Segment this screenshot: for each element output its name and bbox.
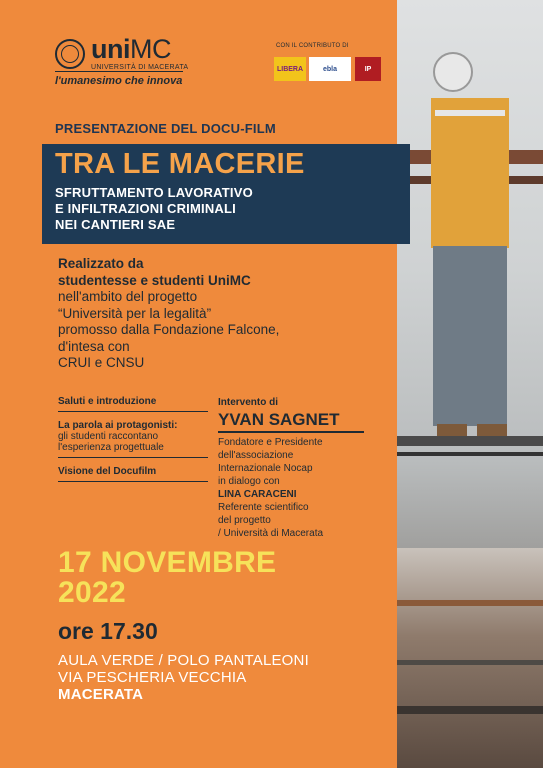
- program-list: [58, 396, 218, 490]
- speakers-intro: Intervento di: [218, 397, 279, 408]
- speaker-name: YVAN SAGNET: [218, 410, 340, 429]
- rebar: [397, 706, 543, 714]
- film-title: TRA LE MACERIE: [55, 148, 305, 180]
- speaker-role-line: Internazionale Nocap: [218, 462, 313, 474]
- program-item-desc: l'esperienza progettuale: [58, 442, 164, 453]
- speaker-role-line: del progetto: [218, 514, 271, 526]
- credits-line: CRUI e CNSU: [58, 355, 145, 370]
- program-item-desc: gli studenti raccontano: [58, 431, 159, 442]
- sponsor-ebla-logo: ebla: [309, 57, 351, 81]
- helmet-icon: [433, 52, 473, 92]
- credits-line: nell'ambito del progetto: [58, 289, 198, 304]
- date-line: 2022: [58, 576, 126, 609]
- film-subtitle: [55, 185, 253, 233]
- credits-line: Realizzato da: [58, 256, 144, 271]
- venue-line: VIA PESCHERIA VECCHIA: [58, 669, 247, 686]
- credits-line: “Università per la legalità”: [58, 305, 212, 321]
- divider: [58, 481, 208, 482]
- speakers: [218, 396, 393, 540]
- construction-worker-photo: [397, 0, 543, 768]
- tagline: l'umanesimo che innova: [55, 75, 183, 87]
- event-time: ore 17.30: [58, 618, 158, 644]
- sponsor-ip-logo: IP: [355, 57, 381, 81]
- contributors-label: CON IL CONTRIBUTO DI: [276, 43, 349, 49]
- event-date: [58, 548, 276, 608]
- brand-subtitle: UNIVERSITÀ DI MACERATA: [91, 64, 189, 71]
- venue-line: AULA VERDE / POLO PANTALEONI: [58, 652, 309, 669]
- divider: [218, 431, 364, 433]
- brand-mc: MC: [130, 34, 171, 64]
- credits-line: promosso dalla Fondazione Falcone,: [58, 322, 280, 337]
- jeans: [433, 246, 507, 426]
- speaker-role-line: / Università di Macerata: [218, 527, 324, 539]
- subtitle-line: SFRUTTAMENTO LAVORATIVO: [55, 185, 253, 200]
- program-item: Visione del Docufilm: [58, 466, 157, 477]
- event-venue: [58, 652, 309, 703]
- subtitle-line: E INFILTRAZIONI CRIMINALI: [55, 201, 236, 216]
- speaker-role-line: in dialogo con: [218, 475, 280, 487]
- venue-city: MACERATA: [58, 686, 144, 703]
- university-seal-icon: [55, 39, 85, 69]
- speaker-role-line: Referente scientifico: [218, 501, 309, 513]
- construction-site: [397, 548, 543, 768]
- scaffold-rail: [397, 452, 543, 456]
- subtitle-line: NEI CANTIERI SAE: [55, 217, 176, 232]
- credits-paragraph: [58, 256, 279, 372]
- brand-uni: uni: [91, 34, 130, 64]
- speaker-role-line: dell'associazione: [218, 449, 294, 461]
- divider: [58, 457, 208, 458]
- logo-divider: [55, 71, 183, 72]
- sponsor-libera-logo: LIBERA: [274, 57, 306, 81]
- event-kicker: PRESENTAZIONE DEL DOCU-FILM: [55, 121, 276, 136]
- reflective-stripe: [435, 110, 505, 116]
- safety-vest: [431, 98, 509, 248]
- divider: [58, 411, 208, 412]
- unimc-logo[interactable]: [55, 36, 188, 71]
- program-item: Saluti e introduzione: [58, 396, 157, 407]
- rebar: [397, 660, 543, 665]
- credits-line: studentesse e studenti UniMC: [58, 272, 251, 288]
- speaker-role-line: Fondatore e Presidente: [218, 436, 323, 448]
- rebar: [397, 600, 543, 606]
- speaker-name: LINA CARACENI: [218, 488, 297, 500]
- program-item: La parola ai protagonisti:: [58, 420, 178, 431]
- credits-line: d'intesa con: [58, 338, 130, 354]
- scaffold-platform: [397, 436, 543, 446]
- date-line: 17 NOVEMBRE: [58, 546, 277, 579]
